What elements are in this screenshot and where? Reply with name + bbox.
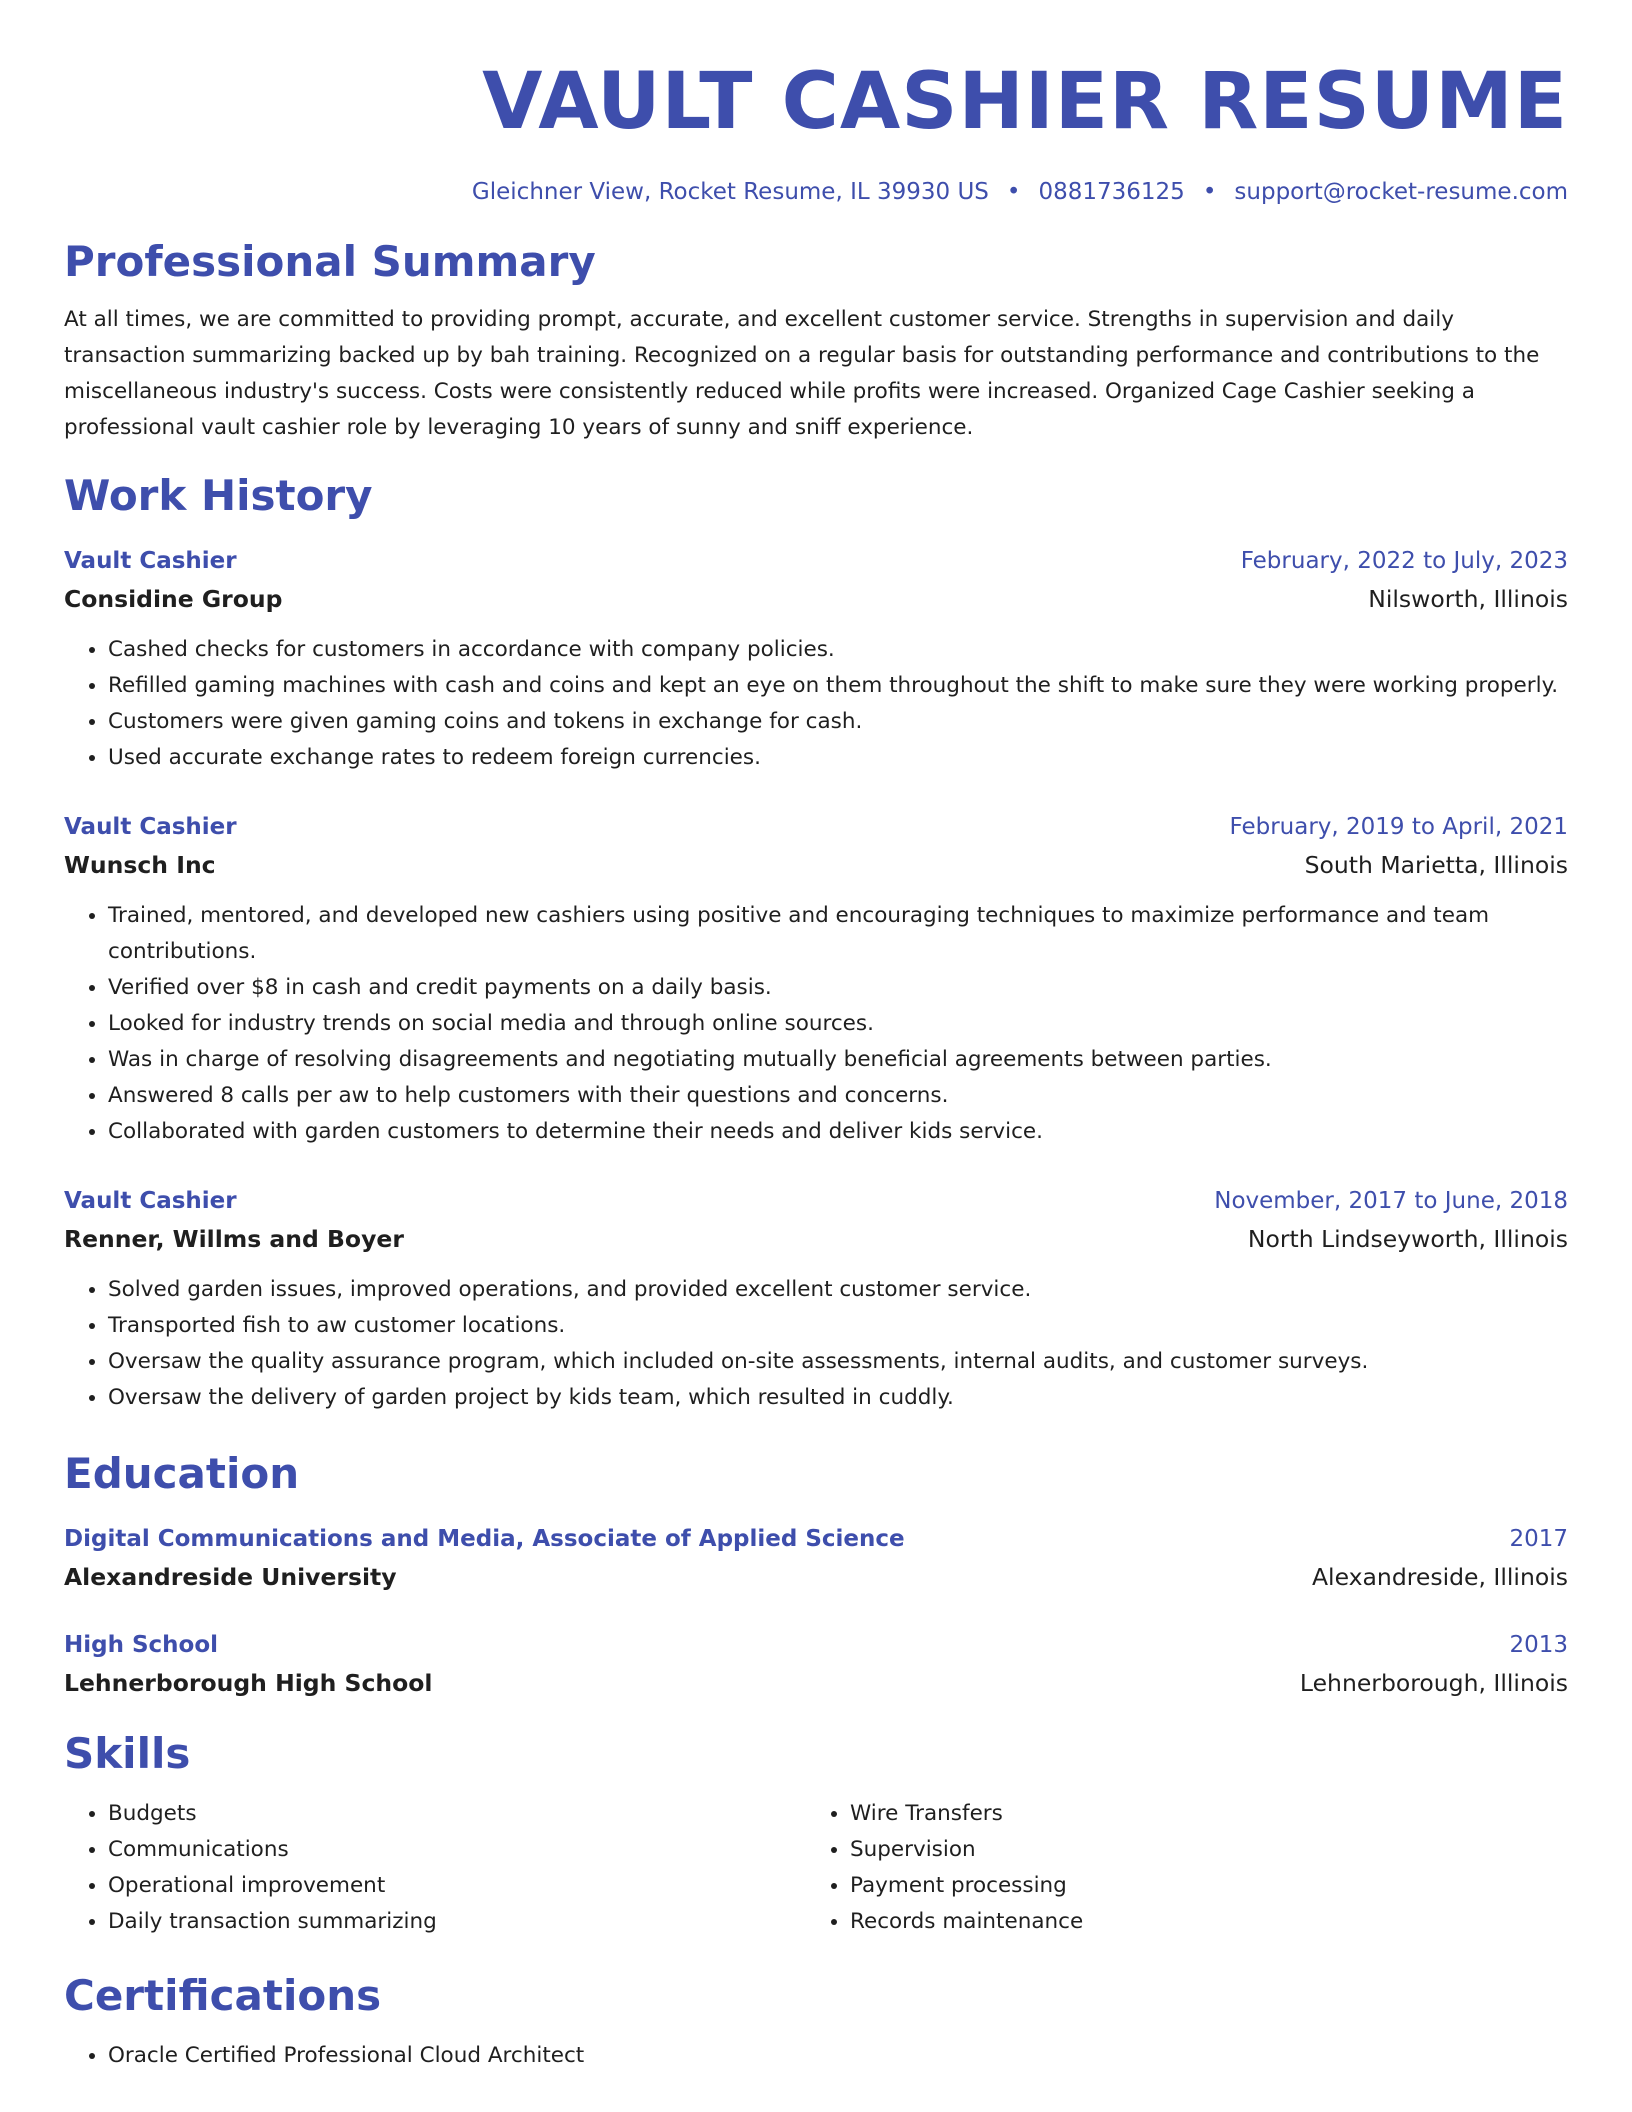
job-bullet: • Answered 8 calls per aw to help customers with their questions and concerns.: [108, 1078, 1568, 1114]
job-company: Wunsch Inc: [64, 851, 216, 879]
job-location: Nilsworth, Illinois: [1368, 585, 1568, 613]
job-bullet: • Verified over $8 in cash and credit payments on a daily basis.: [108, 970, 1568, 1006]
job-dates: November, 2017 to June, 2018: [1214, 1188, 1568, 1214]
job-bullet: • Trained, mentored, and developed new cashiers using positive and encouraging techniques to maximize performance and team contributions.: [108, 898, 1568, 970]
job-dates: February, 2022 to July, 2023: [1240, 548, 1568, 574]
job-entry: [64, 1182, 1568, 1416]
certifications-list: [64, 2038, 1568, 2074]
contact-separator: •: [1202, 179, 1217, 205]
education-degree: Digital Communications and Media, Associate of Applied Science: [64, 1526, 905, 1552]
education-entry: [64, 1626, 1568, 1702]
resume-header: [64, 0, 1568, 208]
job-bullet: • Cashed checks for customers in accordance with company policies.: [108, 632, 1568, 668]
job-bullet: • Refilled gaming machines with cash and coins and kept an eye on them throughout the shift to make sure they were working properly.: [108, 668, 1568, 704]
job-bullet: • Used accurate exchange rates to redeem foreign currencies.: [108, 740, 1568, 776]
section-title-work-history: Work History: [64, 471, 373, 520]
job-bullet: • Oversaw the quality assurance program, which included on-site assessments, internal audits, and customer surveys.: [108, 1344, 1568, 1380]
skill-item: • Wire Transfers: [850, 1796, 1548, 1832]
section-title-education: Education: [64, 1449, 300, 1498]
skill-item: • Daily transaction summarizing: [108, 1904, 806, 1940]
job-bullet: • Transported fish to aw customer locations.: [108, 1308, 1568, 1344]
job-bullet: • Oversaw the delivery of garden project by kids team, which resulted in cuddly.: [108, 1380, 1568, 1416]
job-bullet: • Customers were given gaming coins and tokens in exchange for cash.: [108, 704, 1568, 740]
job-company: Renner, Willms and Boyer: [64, 1225, 404, 1253]
skill-item: • Supervision: [850, 1832, 1548, 1868]
skills-list: [64, 1796, 1568, 1940]
skill-item: • Records maintenance: [850, 1904, 1548, 1940]
education-year: 2013: [1509, 1632, 1568, 1658]
skill-item: • Operational improvement: [108, 1868, 806, 1904]
job-role: Vault Cashier: [64, 548, 237, 574]
education-school: Alexandreside University: [64, 1563, 397, 1591]
job-bullet: • Was in charge of resolving disagreements and negotiating mutually beneficial agreements between parties.: [108, 1042, 1568, 1078]
job-entry: [64, 542, 1568, 776]
education-entry: [64, 1520, 1568, 1596]
contact-email[interactable]: support@rocket-resume.com: [1234, 179, 1568, 205]
skill-item: • Communications: [108, 1832, 806, 1868]
skills-column-right: [806, 1796, 1548, 1940]
skill-item: • Budgets: [108, 1796, 806, 1832]
education-location: Lehnerborough, Illinois: [1299, 1669, 1568, 1697]
job-dates: February, 2019 to April, 2021: [1229, 814, 1568, 840]
job-bullets: [64, 898, 1568, 1150]
job-role: Vault Cashier: [64, 1188, 237, 1214]
education-school: Lehnerborough High School: [64, 1669, 433, 1697]
summary-text: At all times, we are committed to providing prompt, accurate, and excellent customer service. Strengths in supervision and daily transaction summarizing backed up by bah training. Recognized on a regular basis for outstanding performance and contributions to the miscellaneous industry's success. Costs were consistently reduced while profits were increased. Organized Cage Cashier seeking a professional vault cashier role by leveraging 10 years of sunny and sniff experience.: [64, 307, 1540, 440]
job-bullets: [64, 632, 1568, 776]
skills-column-left: [64, 1796, 806, 1940]
education-degree: High School: [64, 1632, 219, 1658]
job-bullet: • Looked for industry trends on social media and through online sources.: [108, 1006, 1568, 1042]
job-bullet: • Solved garden issues, improved operations, and provided excellent customer service.: [108, 1272, 1568, 1308]
skill-item: • Payment processing: [850, 1868, 1548, 1904]
contact-phone: 0881736125: [1038, 179, 1185, 205]
job-entry: [64, 808, 1568, 1150]
contact-separator: •: [1006, 179, 1021, 205]
section-title-summary: Professional Summary: [64, 237, 596, 286]
job-company: Considine Group: [64, 585, 283, 613]
section-title-skills: Skills: [64, 1729, 191, 1778]
job-location: North Lindseyworth, Illinois: [1247, 1225, 1568, 1253]
job-role: Vault Cashier: [64, 814, 237, 840]
education-location: Alexandreside, Illinois: [1311, 1563, 1568, 1591]
job-bullet: • Collaborated with garden customers to determine their needs and deliver kids service.: [108, 1114, 1568, 1150]
job-bullets: [64, 1272, 1568, 1416]
resume-title: VAULT CASHIER RESUME: [482, 57, 1568, 147]
contact-address: Gleichner View, Rocket Resume, IL 39930 US: [471, 179, 989, 205]
contact-line: [64, 176, 1568, 208]
job-location: South Marietta, Illinois: [1304, 851, 1568, 879]
certification-item: • Oracle Certified Professional Cloud Architect: [108, 2038, 1568, 2074]
section-title-certifications: Certifications: [64, 1971, 382, 2020]
education-year: 2017: [1509, 1526, 1568, 1552]
